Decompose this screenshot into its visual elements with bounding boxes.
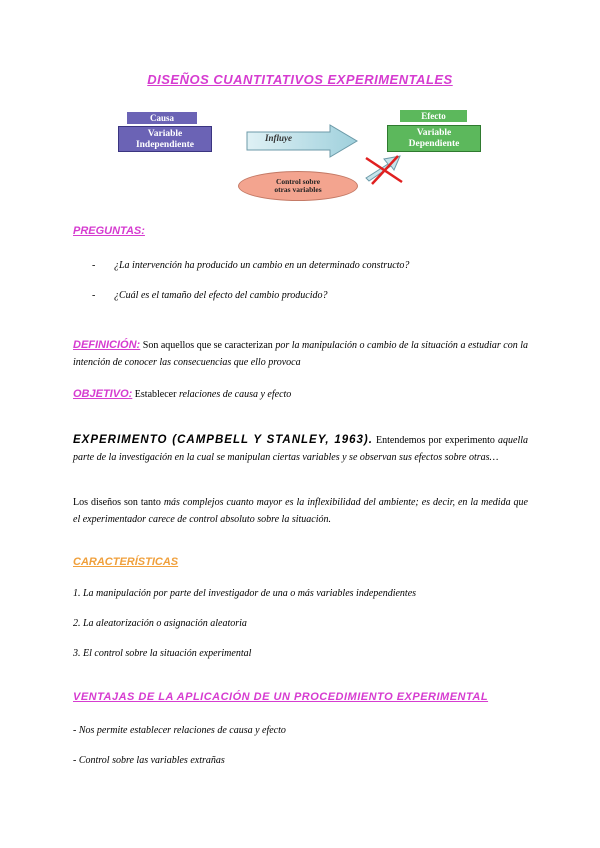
control-ellipse [238,171,358,201]
independent-variable-line1: Variable [147,129,183,139]
definicion-heading: DEFINICIÓN: [73,339,141,351]
pregunta-item: - ¿La intervención ha producido un cambio en un determinado constructo? [92,260,410,271]
crossed-arrow-icon [360,152,410,186]
definicion-paragraph: DEFINICIÓN: Son aquellos que se caracterizan por la manipulación o cambio de la situación a estudiar con la intención de conocer las consecuencias que ello provoca [73,339,529,368]
ventaja-item: - Control sobre las variables extrañas [73,755,225,766]
dependent-variable-box [387,125,481,152]
cause-label: Causa [127,112,197,124]
independent-variable-line2: Independiente [135,140,195,150]
bullet: - [92,290,96,301]
dependent-variable-line1: Variable [416,128,452,138]
objetivo-paragraph: OBJETIVO: Establecer relaciones de causa y efecto [73,388,292,400]
page-title: DISEÑOS CUANTITATIVOS EXPERIMENTALES [147,72,453,87]
caracteristica-item: 1. La manipulación por parte del investigador de una o más variables independientes [73,588,417,599]
independent-variable-box [118,126,212,152]
control-line2: otras variables [274,185,322,194]
ventaja-item: - Nos permite establecer relaciones de causa y efecto [73,725,286,736]
effect-label: Efecto [400,110,467,122]
objetivo-heading: OBJETIVO: [73,388,133,400]
disenos-paragraph: Los diseños son tanto más complejos cuanto mayor es la inflexibilidad del ambiente; es decir, en la medida que el experimentador carece de control absoluto sobre la situación. [73,497,528,525]
bullet: - [92,260,96,271]
caracteristicas-heading: CARACTERÍSTICAS [73,556,179,568]
dependent-variable-line2: Dependiente [408,139,460,149]
caracteristica-item: 3. El control sobre la situación experimental [73,648,252,659]
ventajas-heading: VENTAJAS DE LA APLICACIÓN DE UN PROCEDIMIENTO EXPERIMENTAL [73,691,489,703]
control-line1: Control sobre [275,177,321,186]
experimento-paragraph: EXPERIMENTO (CAMPBELL Y STANLEY, 1963). Entendemos por experimento aquella parte de la investigación en la cual se manipulan ciertas variables y se observan sus efectos sobre otras… [73,434,529,463]
influence-label: Influye [265,133,292,143]
caracteristica-item: 2. La aleatorización o asignación aleatoria [73,618,247,629]
pregunta-item: - ¿Cuál es el tamaño del efecto del cambio producido? [92,290,328,301]
experimento-heading: EXPERIMENTO (CAMPBELL Y STANLEY, 1963). [73,434,373,446]
preguntas-heading: PREGUNTAS: [73,225,145,237]
